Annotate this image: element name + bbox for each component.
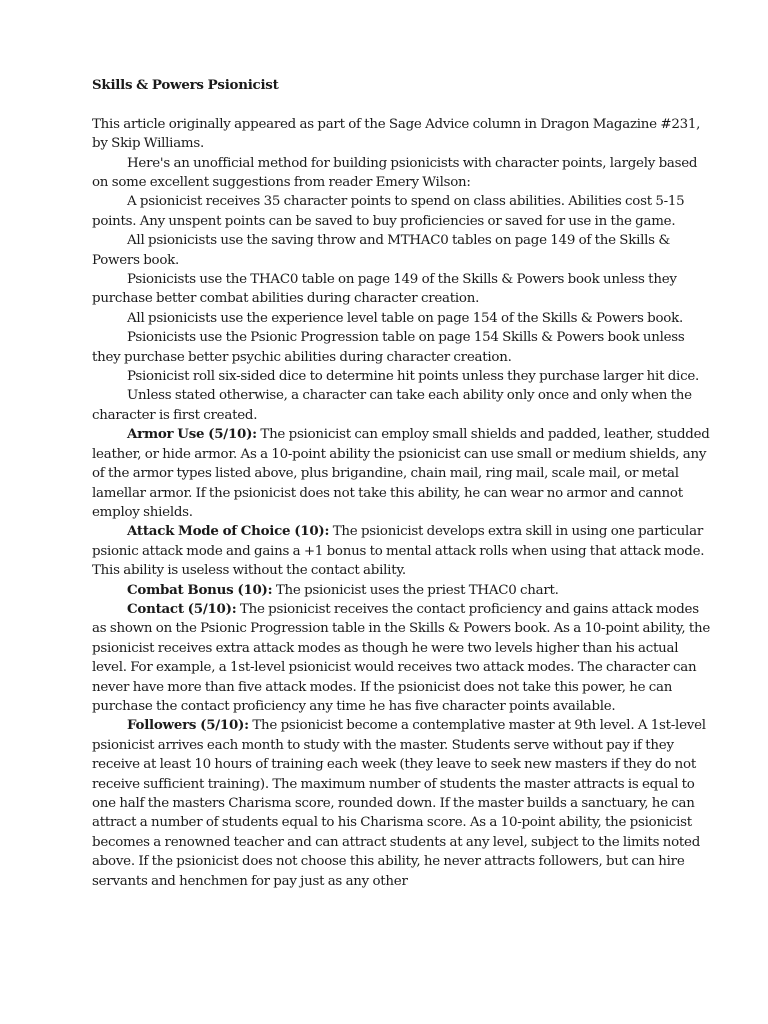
ability-term: Contact (5/10): <box>127 600 237 617</box>
ability-combat-bonus <box>92 581 714 600</box>
ability-description: The psionicist can employ small shields and padded, leather, studded leather, or hide armor. As a 10-point ability the psionicist can use small or medium shields, any of the armor types listed above, plus brigandine, chain mail, ring mail, scale mail, or metal lamellar armor. If the psionicist does not take this ability, he can wear no armor and cannot employ shields. <box>92 427 710 520</box>
paragraph-text: Psionicists use the Psionic Progression table on page 154 Skills & Powers book unless they purchase better psychic abilities during character creation. <box>92 330 685 365</box>
document-title: Skills & Powers Psionicist <box>92 77 279 93</box>
paragraph-text: Here's an unofficial method for building psionicists with character points, largely based on some excellent suggestions from reader Emery Wilson: <box>92 155 698 191</box>
paragraph-saving-throw <box>92 231 714 270</box>
ability-term: Armor Use (5/10): <box>127 426 257 443</box>
ability-followers <box>92 716 714 891</box>
paragraph-character-points <box>92 192 714 231</box>
ability-description: The psionicist receives the contact proficiency and gains attack modes as shown on the Psionic Progression table in the Skills & Powers book. As a 10-point ability, the psionicist receives extra attack modes as though he were two levels higher than his actual level. For example, a 1st-level psionicist would receives two attack modes. The character can never have more than five attack modes. If the psionicist does not take this power, he can purchase the contact proficiency any time he has five character points available. <box>92 601 711 714</box>
paragraph-progression <box>92 328 714 367</box>
ability-description: The psionicist become a contemplative master at 9th level. A 1st-level psionicist arrives each month to study with the master. Students serve without pay if they receive at least 10 hours of training each week (they leave to seek new masters if they do not receive sufficient training). The maximum number of students the master attracts is equal to one half the masters Charisma score, rounded down. If the master builds a sanctuary, he can attract a number of students equal to his Charisma score. As a 10-point ability, the psionicist becomes a renowned teacher and can attract students at any level, subject to the limits noted above. If the psionicist does not choose this ability, he never attracts followers, but can hire servants and henchmen for pay just as any other <box>92 718 706 889</box>
ability-attack-mode <box>92 522 714 580</box>
ability-description: The psionicist uses the priest THAC0 chart. <box>272 582 559 598</box>
paragraph-hit-dice <box>92 367 714 386</box>
paragraph-text: Psionicist roll six-sided dice to determine hit points unless they purchase larger hit dice. <box>127 369 700 385</box>
paragraph-method <box>92 154 714 193</box>
ability-term: Combat Bonus (10): <box>127 581 273 598</box>
intro-paragraph: This article originally appeared as part of the Sage Advice column in Dragon Magazine #231, by Skip Williams. <box>92 116 701 152</box>
paragraph-ability-once <box>92 386 714 425</box>
ability-term: Attack Mode of Choice (10): <box>127 523 330 540</box>
paragraph-text: Unless stated otherwise, a character can take each ability only once and only when the character is first created. <box>92 388 692 423</box>
paragraph-text: Psionicists use the THAC0 table on page 149 of the Skills & Powers book unless they purchase better combat abilities during character creation. <box>92 272 677 307</box>
ability-armor-use <box>92 425 714 522</box>
ability-term: Followers (5/10): <box>127 717 249 734</box>
paragraph-text: All psionicists use the saving throw and MTHAC0 tables on page 149 of the Skills & Powers book. <box>92 233 670 268</box>
paragraph-text: All psionicists use the experience level table on page 154 of the Skills & Powers book. <box>127 310 683 326</box>
paragraph-text: A psionicist receives 35 character points to spend on class abilities. Abilities cost 5-15 points. Any unspent points can be saved to buy proficiencies or saved for use in the game. <box>92 194 685 229</box>
ability-description: The psionicist develops extra skill in using one particular psionic attack mode and gains a +1 bonus to mental attack rolls when using that attack mode. This ability is useless without the contact ability. <box>92 524 705 579</box>
ability-contact <box>92 600 714 716</box>
paragraph-experience <box>92 309 714 328</box>
paragraph-thac0 <box>92 270 714 309</box>
document-body <box>92 76 714 891</box>
